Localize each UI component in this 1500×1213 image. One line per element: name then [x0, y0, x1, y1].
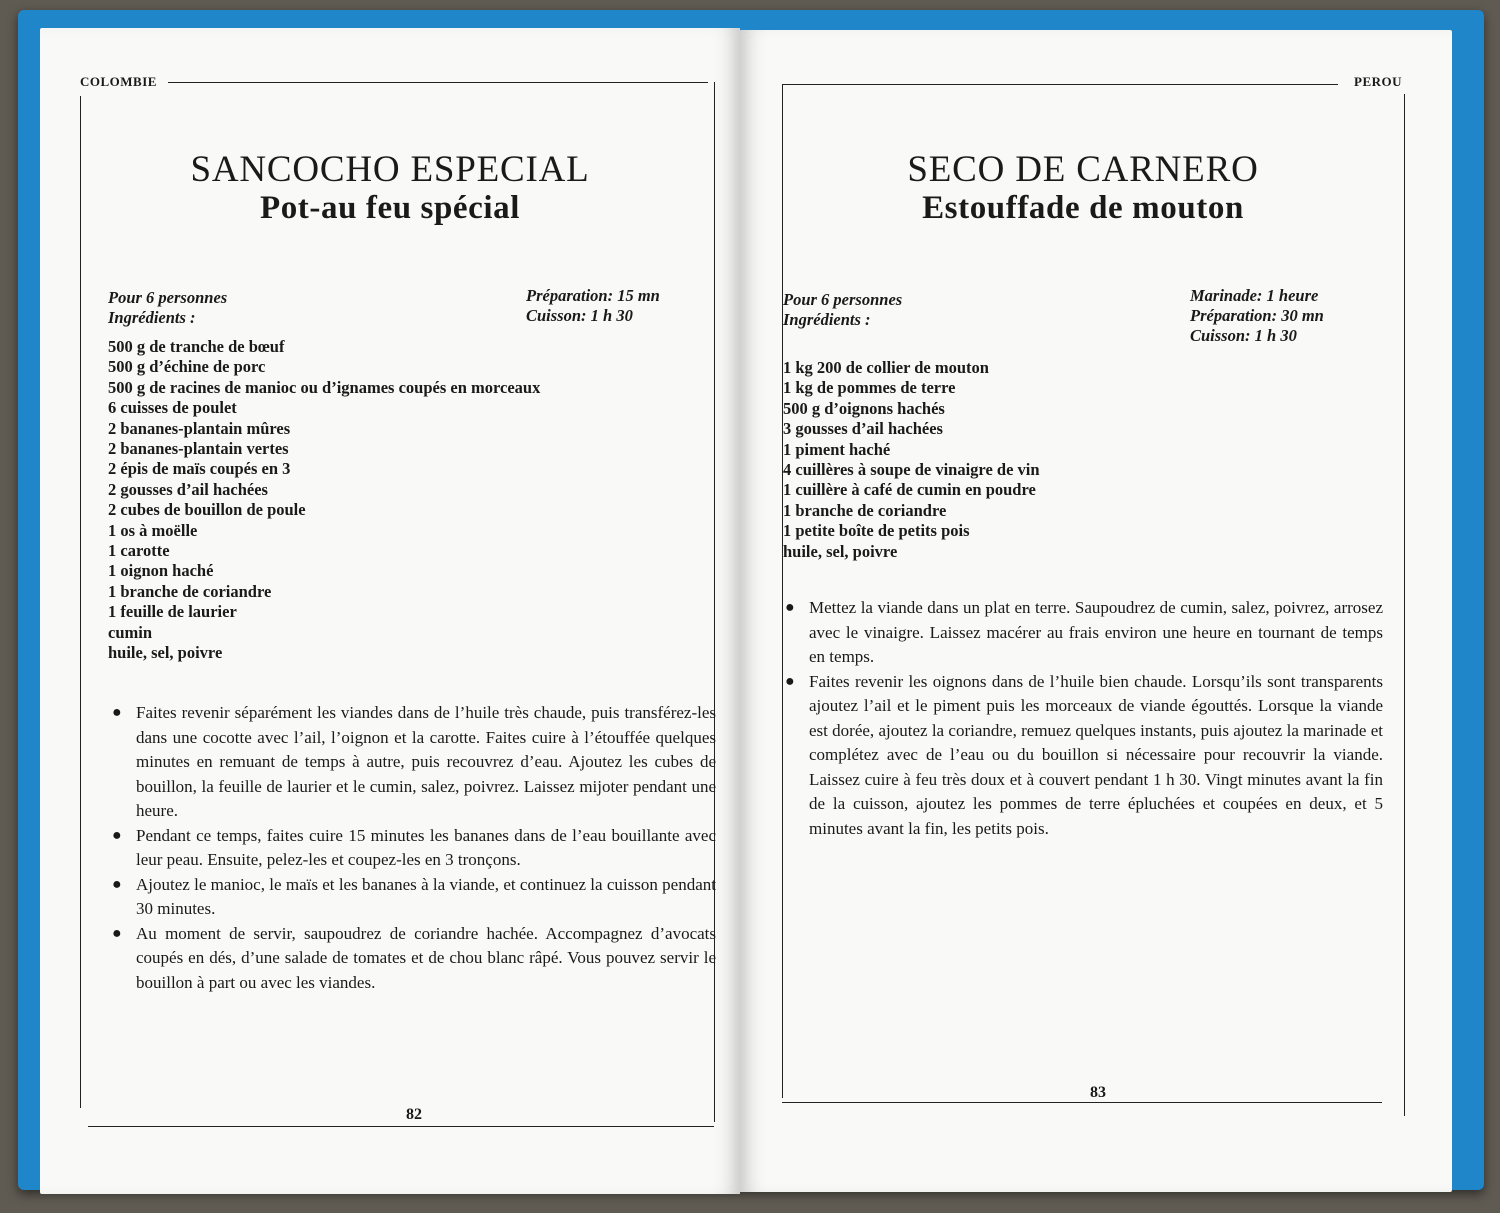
ingredient-item: huile, sel, poivre	[108, 643, 223, 663]
page-header: COLOMBIE	[80, 74, 157, 89]
ingredient-item: 500 g d’oignons hachés	[783, 398, 945, 418]
page-number: 82	[400, 1106, 428, 1124]
step-text: Mettez la viande dans un plat en terre. Saupoudrez de cumin, salez, poivrez, arrosez avec le vinaigre. Laissez macérer au frais environ une heure en tournant de temps en temps.	[809, 598, 1383, 666]
page-number: 83	[1084, 1084, 1112, 1102]
bullet-icon: ●	[785, 672, 795, 690]
timing-block	[526, 286, 660, 326]
recipe-title: SECO DE CARNERO	[907, 149, 1259, 190]
ingredient-item: 500 g de racines de manioc ou d’ignames coupés en morceaux	[108, 377, 541, 397]
recipe-subtitle: Pot-au feu spécial	[259, 190, 521, 226]
ingredient-item: cumin	[108, 622, 153, 642]
method-step	[108, 824, 716, 873]
ingredient-item: huile, sel, poivre	[783, 541, 898, 561]
bullet-icon: ●	[112, 826, 122, 844]
servings-block	[783, 290, 902, 330]
recipe-title: SANCOCHO ESPECIAL	[190, 149, 590, 190]
bullet-icon: ●	[112, 875, 122, 893]
ingredient-item: 2 gousses d’ail hachées	[108, 479, 268, 499]
ingredient-item: 2 cubes de bouillon de poule	[108, 500, 306, 520]
preparation-time: Préparation: 30 mn	[1190, 306, 1324, 325]
ingredient-item: 2 bananes-plantain mûres	[108, 418, 291, 438]
ingredient-item: 2 épis de maïs coupés en 3	[108, 459, 291, 479]
ingredient-item: 3 gousses d’ail hachées	[783, 419, 943, 439]
ingredient-item: 1 petite boîte de petits pois	[783, 521, 970, 541]
ingredients-label: Ingrédients :	[108, 308, 196, 327]
ingredient-list	[783, 358, 1343, 562]
ingredient-item: 1 kg 200 de collier de mouton	[783, 358, 989, 377]
ingredient-item: 1 cuillère à café de cumin en poudre	[783, 480, 1036, 500]
method-step	[108, 701, 716, 824]
timing-block	[1190, 286, 1324, 346]
ingredient-item: 1 kg de pommes de terre	[783, 378, 956, 398]
ingredient-item: 1 branche de coriandre	[783, 500, 947, 520]
step-text: Pendant ce temps, faites cuire 15 minutes les bananes dans de l’eau bouillante avec leur peau. Ensuite, pelez-les et coupez-les en 3 tronçons.	[136, 825, 716, 869]
recipe-subtitle: Estouffade de mouton	[922, 190, 1244, 226]
header-rule	[168, 82, 708, 83]
servings-block	[108, 288, 227, 328]
method-step	[781, 596, 1383, 670]
step-text: Faites revenir les oignons dans de l’huile bien chaude. Lorsqu’ils sont transparents ajoutez l’ail et le piment puis les morceaux de viande égouttés. Lorsque la viande est dorée, ajoutez la coriandre, remuez quelques instants, puis ajoutez la marinade et complétez avec de l’eau ou du bouillon si nécessaire pour recouvrir la viande. Laissez cuire à feu très doux et à couvert pendant 1 h 30. Vingt minutes avant la fin de la cuisson, ajoutez les pommes de terre épluchées et coupées en deux, et 5 minutes avant la fin, les petits pois.	[809, 671, 1383, 838]
footer-rule	[782, 1102, 1382, 1103]
header-rule	[782, 84, 1338, 85]
ingredient-item: 2 bananes-plantain vertes	[108, 439, 289, 459]
method-step	[781, 670, 1383, 842]
ingredient-item: 500 g de tranche de bœuf	[108, 337, 285, 356]
ingredient-item: 1 piment haché	[783, 439, 891, 459]
method-step	[108, 922, 716, 996]
marinade-time: Marinade: 1 heure	[1190, 286, 1319, 305]
page-header: PEROU	[1354, 74, 1402, 89]
servings: Pour 6 personnes	[108, 288, 228, 307]
preparation-time: Préparation: 15 mn	[526, 286, 660, 305]
bullet-icon: ●	[785, 599, 795, 616]
ingredient-item: 500 g d’échine de porc	[108, 357, 266, 377]
ingredient-list	[108, 337, 688, 664]
ingredient-item: 1 oignon haché	[108, 561, 214, 581]
bullet-icon: ●	[112, 924, 122, 942]
ingredient-item: 6 cuisses de poulet	[108, 398, 237, 418]
ingredient-item: 1 branche de coriandre	[108, 581, 272, 601]
method-list	[108, 701, 716, 995]
footer-rule	[88, 1126, 714, 1127]
step-text: Faites revenir séparément les viandes dans de l’huile très chaude, puis transférez-les dans une cocotte avec l’ail, l’oignon et la carotte. Faites cuire à l’étouffée quelques minutes en remuant de temps à autre, puis recouvrez d’eau. Ajoutez les cubes de bouillon, la feuille de laurier et le cumin, salez, poivrez. Laissez mijoter pendant une heure.	[136, 703, 716, 820]
bullet-icon: ●	[112, 704, 122, 721]
right-page	[740, 30, 1452, 1192]
ingredient-item: 1 feuille de laurier	[108, 602, 237, 622]
frame-right-rule	[1404, 94, 1405, 1116]
cooking-time: Cuisson: 1 h 30	[526, 306, 633, 325]
method-step	[108, 873, 716, 922]
cooking-time: Cuisson: 1 h 30	[1190, 326, 1297, 345]
frame-left-rule	[80, 96, 81, 1108]
ingredients-label: Ingrédients :	[783, 310, 871, 329]
frame-left-rule	[782, 84, 783, 1098]
step-text: Au moment de servir, saupoudrez de coriandre hachée. Accompagnez d’avocats coupés en dés, d’une salade de tomates et de chou blanc râpé. Vous pouvez servir le bouillon à part ou avec les viandes.	[136, 923, 716, 992]
servings: Pour 6 personnes	[783, 290, 903, 309]
ingredient-item: 4 cuillères à soupe de vinaigre de vin	[783, 460, 1040, 480]
left-page	[40, 28, 740, 1194]
method-list	[781, 596, 1383, 841]
step-text: Ajoutez le manioc, le maïs et les bananes à la viande, et continuez la cuisson pendant 30 minutes.	[136, 874, 716, 918]
ingredient-item: 1 os à moëlle	[108, 520, 198, 540]
ingredient-item: 1 carotte	[108, 541, 170, 561]
